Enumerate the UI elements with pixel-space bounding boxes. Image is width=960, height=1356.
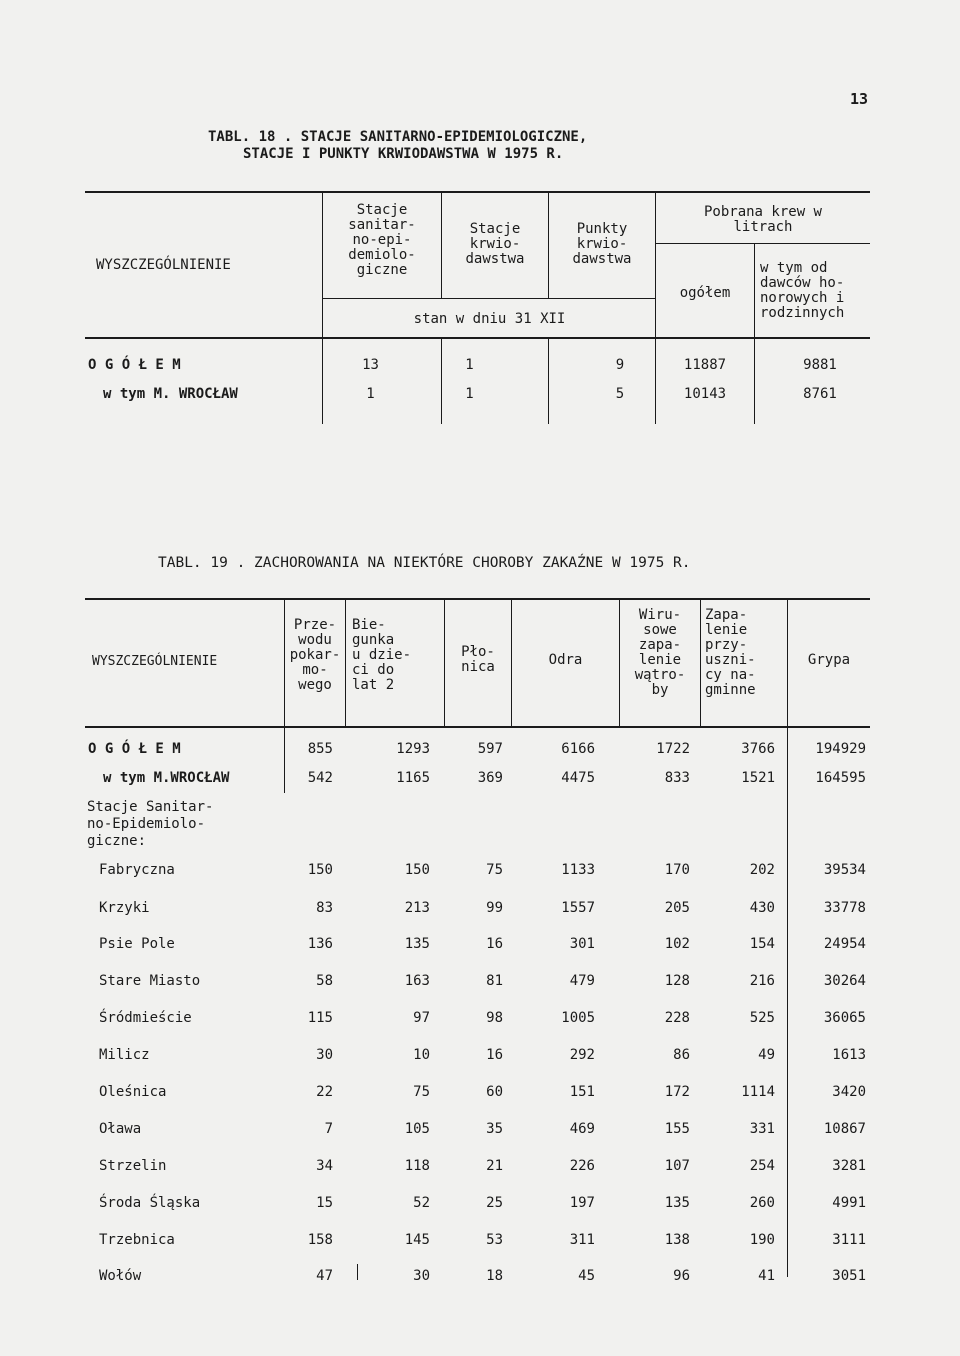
table-cell: 99 — [486, 900, 503, 916]
table-cell: 9881 — [803, 357, 837, 373]
table-cell: 3111 — [832, 1232, 866, 1248]
header-line: norowych i — [760, 290, 845, 306]
table-cell: 479 — [569, 973, 595, 989]
table-cell: 1165 — [396, 770, 430, 786]
header-line: mo- — [302, 662, 328, 678]
table-cell: 163 — [404, 973, 430, 989]
table-19-row-label: Krzyki — [99, 900, 150, 916]
table-cell: 11887 — [683, 357, 727, 373]
table-19-row-label: Śródmieście — [99, 1010, 192, 1026]
header-line: rodzinnych — [760, 305, 845, 321]
table-cell: 3766 — [741, 741, 775, 757]
table-cell: 105 — [404, 1121, 430, 1137]
table-cell: 1557 — [561, 900, 595, 916]
table-18-vrule-2b — [441, 338, 442, 424]
table-19-vrule-6 — [700, 599, 701, 727]
header-line: Prze- — [293, 617, 337, 633]
table-cell: 25 — [486, 1195, 503, 1211]
table-cell: 39534 — [823, 862, 866, 878]
table-cell: 150 — [404, 862, 430, 878]
header-line: Wiru- — [638, 607, 682, 623]
table-cell: 22 — [316, 1084, 333, 1100]
header-line: Punkty — [576, 221, 628, 237]
header-line: demiolo- — [348, 247, 416, 263]
table-cell: 75 — [413, 1084, 430, 1100]
table-cell: 33778 — [823, 900, 866, 916]
table-19-col-odra — [512, 653, 619, 668]
header-line: by — [651, 682, 669, 698]
table-cell: 1 — [465, 357, 474, 373]
table-cell: 855 — [307, 741, 333, 757]
header-line: krwio- — [576, 236, 628, 252]
table-cell: 1 — [465, 386, 474, 402]
table-cell: 170 — [664, 862, 690, 878]
table-cell: 1005 — [561, 1010, 595, 1026]
table-cell: 16 — [486, 1047, 503, 1063]
table-18-col-ogolem: ogółem — [679, 285, 731, 301]
table-cell: 597 — [477, 741, 503, 757]
header-line: lat 2 — [352, 677, 395, 693]
table-cell: 1722 — [656, 741, 690, 757]
table-cell: 9 — [615, 357, 625, 373]
table-cell: 98 — [486, 1010, 503, 1026]
header-line: no-epi- — [352, 232, 412, 248]
table-19-row-label: Trzebnica — [99, 1232, 175, 1248]
table-cell: 194929 — [815, 741, 866, 757]
table-cell: 469 — [569, 1121, 595, 1137]
table-cell: 164595 — [815, 770, 866, 786]
table-19-row-label: Stare Miasto — [99, 973, 201, 989]
header-line: sanitar- — [348, 217, 416, 233]
table-19-vrule-2 — [345, 599, 346, 727]
table-cell: 5 — [615, 386, 625, 402]
table-cell: 228 — [664, 1010, 690, 1026]
table-cell: 292 — [569, 1047, 595, 1063]
table-cell: 52 — [413, 1195, 430, 1211]
table-19-col-przewodu — [285, 618, 345, 693]
header-line: lenie — [705, 622, 748, 638]
table-18-stan-rule — [323, 298, 656, 299]
table-cell: 47 — [316, 1268, 333, 1284]
header-line: przy- — [705, 637, 748, 653]
header-line: Pobrana krew w — [703, 204, 822, 220]
table-19-header-bottom-rule — [85, 726, 870, 728]
table-18-row-label: w tym M. WROCŁAW — [103, 386, 238, 402]
header-line: gminne — [705, 682, 756, 698]
table-cell: 197 — [569, 1195, 595, 1211]
table-19-col-biegunka — [352, 618, 444, 693]
header-line: dawstwa — [465, 251, 525, 267]
table-cell: 226 — [569, 1158, 595, 1174]
table-19-row-label: Milicz — [99, 1047, 150, 1063]
table-cell: 430 — [749, 900, 775, 916]
table-19-col-plonica — [445, 645, 511, 675]
table-cell: 24954 — [823, 936, 866, 952]
table-cell: 96 — [673, 1268, 690, 1284]
header-line: Grypa — [807, 652, 851, 668]
table-19-row-label: Oława — [99, 1121, 142, 1137]
header-line: Zapa- — [705, 607, 748, 623]
table-cell: 3420 — [832, 1084, 866, 1100]
table-19-top-rule — [85, 598, 870, 600]
table-cell: 30 — [413, 1268, 430, 1284]
table-cell: 138 — [664, 1232, 690, 1248]
header-line: pokar- — [289, 647, 341, 663]
table-18-rowhead: WYSZCZEGÓLNIENIE — [96, 257, 231, 273]
table-cell: 49 — [758, 1047, 775, 1063]
header-line: gunka — [352, 632, 395, 648]
table-cell: 136 — [307, 936, 333, 952]
table-19-title: TABL. 19 . ZACHOROWANIA NA NIEKTÓRE CHOROBY ZAKAŹNE W 1975 R. — [158, 555, 691, 571]
table-cell: 3281 — [832, 1158, 866, 1174]
table-cell: 154 — [749, 936, 775, 952]
table-cell: 10143 — [683, 386, 727, 402]
table-cell: 311 — [569, 1232, 595, 1248]
table-cell: 4475 — [561, 770, 595, 786]
table-19-vrule-2-body — [357, 1264, 358, 1280]
table-cell: 369 — [477, 770, 503, 786]
table-cell: 260 — [749, 1195, 775, 1211]
page-number: 13 — [850, 90, 869, 108]
table-cell: 1 — [366, 386, 375, 402]
table-cell: 525 — [749, 1010, 775, 1026]
section-label-line: no-Epidemiolo- — [87, 816, 206, 832]
table-cell: 172 — [664, 1084, 690, 1100]
header-line: cy na- — [705, 667, 756, 683]
table-cell: 301 — [569, 936, 595, 952]
table-cell: 216 — [749, 973, 775, 989]
table-19-row-label: w tym M.WROCŁAW — [103, 770, 230, 786]
header-line: giczne — [356, 262, 408, 278]
header-line: sowe — [643, 622, 677, 638]
table-cell: 10867 — [823, 1121, 866, 1137]
table-18-vrule-5 — [754, 244, 755, 424]
table-cell: 102 — [664, 936, 690, 952]
header-line: Stacje — [356, 202, 408, 218]
header-line: nica — [461, 659, 495, 675]
table-cell: 81 — [486, 973, 503, 989]
table-cell: 4991 — [832, 1195, 866, 1211]
table-cell: 36065 — [823, 1010, 866, 1026]
table-18-pobrana-rule — [656, 243, 870, 244]
table-cell: 16 — [486, 936, 503, 952]
table-cell: 34 — [316, 1158, 333, 1174]
table-cell: 30 — [316, 1047, 333, 1063]
header-line: dawstwa — [572, 251, 632, 267]
table-18-stan-label: stan w dniu 31 XII — [413, 311, 566, 327]
table-18-col-stacje-krwiodawstwa — [442, 222, 548, 267]
table-cell: 331 — [749, 1121, 775, 1137]
table-cell: 86 — [673, 1047, 690, 1063]
table-18-col-punkty-krwiodawstwa — [549, 222, 655, 267]
table-cell: 1521 — [741, 770, 775, 786]
header-line: krwio- — [469, 236, 521, 252]
table-cell: 542 — [307, 770, 333, 786]
table-cell: 202 — [749, 862, 775, 878]
table-cell: 118 — [404, 1158, 430, 1174]
table-18-title-line-2: STACJE I PUNKTY KRWIODAWSTWA W 1975 R. — [243, 146, 564, 162]
header-line: uszni- — [705, 652, 756, 668]
section-label-line: giczne: — [87, 833, 147, 849]
table-cell: 3051 — [832, 1268, 866, 1284]
table-cell: 150 — [307, 862, 333, 878]
table-18-col-stacje-sanitarne — [323, 203, 441, 278]
table-18-row-label: O G Ó Ł E M — [88, 357, 181, 373]
table-19-row-label: Oleśnica — [99, 1084, 167, 1100]
table-cell: 30264 — [823, 973, 866, 989]
table-cell: 158 — [307, 1232, 333, 1248]
table-cell: 135 — [664, 1195, 690, 1211]
table-cell: 18 — [486, 1268, 503, 1284]
table-cell: 1613 — [832, 1047, 866, 1063]
header-line: wego — [298, 677, 332, 693]
header-line: u dzie- — [352, 647, 412, 663]
header-line: Odra — [548, 652, 583, 668]
table-cell: 13 — [362, 357, 379, 373]
table-cell: 1114 — [741, 1084, 775, 1100]
section-label-line: Stacje Sanitar- — [87, 799, 214, 815]
table-18-vrule-3b — [548, 338, 549, 424]
table-19-row-label: O G Ó Ł E M — [88, 741, 181, 757]
table-19-section-label — [87, 799, 282, 850]
table-cell: 21 — [486, 1158, 503, 1174]
table-18-header-bottom-rule — [85, 337, 870, 339]
table-cell: 97 — [413, 1010, 430, 1026]
table-cell: 213 — [404, 900, 430, 916]
table-cell: 41 — [758, 1268, 775, 1284]
header-line: zapa- — [638, 637, 682, 653]
table-cell: 135 — [404, 936, 430, 952]
table-18-col-honorowych — [760, 261, 875, 321]
header-line: ci do — [352, 662, 395, 678]
table-cell: 10 — [413, 1047, 430, 1063]
table-cell: 145 — [404, 1232, 430, 1248]
table-19-row-label: Fabryczna — [99, 862, 175, 878]
table-cell: 45 — [578, 1268, 595, 1284]
table-19-row-label: Środa Śląska — [99, 1195, 201, 1211]
table-cell: 35 — [486, 1121, 503, 1137]
header-line: dawców ho- — [760, 275, 845, 291]
header-line: Pło- — [461, 644, 495, 660]
table-19-col-zapalenie-przyusznicy — [705, 608, 785, 698]
table-cell: 15 — [316, 1195, 333, 1211]
table-cell: 151 — [569, 1084, 595, 1100]
table-cell: 6166 — [561, 741, 595, 757]
header-line: lenie — [638, 652, 682, 668]
table-cell: 115 — [307, 1010, 333, 1026]
table-cell: 155 — [664, 1121, 690, 1137]
table-19-row-label: Strzelin — [99, 1158, 167, 1174]
table-19-rowhead: WYSZCZEGÓLNIENIE — [92, 654, 218, 669]
table-cell: 190 — [749, 1232, 775, 1248]
table-cell: 254 — [749, 1158, 775, 1174]
table-18-top-rule — [85, 191, 870, 193]
header-line: Bie- — [352, 617, 386, 633]
table-cell: 1133 — [561, 862, 595, 878]
table-19-row-label: Wołów — [99, 1268, 142, 1284]
header-line: litrach — [733, 219, 793, 235]
header-line: wodu — [298, 632, 332, 648]
table-cell: 58 — [316, 973, 333, 989]
table-cell: 1293 — [396, 741, 430, 757]
header-line: w tym od — [760, 260, 828, 276]
table-cell: 53 — [486, 1232, 503, 1248]
table-cell: 128 — [664, 973, 690, 989]
table-cell: 205 — [664, 900, 690, 916]
table-cell: 75 — [486, 862, 503, 878]
table-18-title-line-1: TABL. 18 . STACJE SANITARNO-EPIDEMIOLOGICZNE, — [208, 129, 588, 145]
table-cell: 60 — [486, 1084, 503, 1100]
table-cell: 8761 — [803, 386, 837, 402]
header-line: wątro- — [634, 667, 686, 683]
table-19-col-wirusowe — [620, 608, 700, 698]
table-19-col-grypa — [788, 653, 870, 668]
table-cell: 107 — [664, 1158, 690, 1174]
table-18-col-pobrana-krew — [656, 205, 870, 235]
table-19-row-label: Psie Pole — [99, 936, 175, 952]
table-cell: 83 — [316, 900, 333, 916]
table-cell: 833 — [664, 770, 690, 786]
header-line: Stacje — [469, 221, 521, 237]
table-cell: 7 — [324, 1121, 333, 1137]
